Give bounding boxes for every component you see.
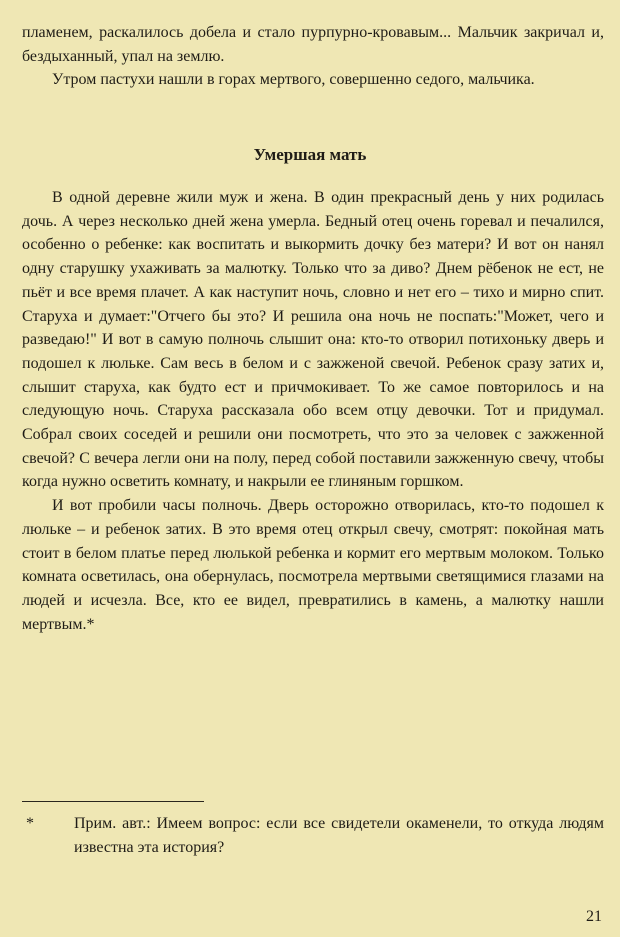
- paragraph: пламенем, раскалилось добела и стало пурпурно-кровавым... Мальчик закричал и, бездыханный, упал на землю.: [22, 24, 604, 65]
- footnote-text: Прим. авт.: Имеем вопрос: если все свидетели окаменели, то откуда людям известна эта история?: [74, 815, 604, 856]
- paragraph: И вот пробили часы полночь. Дверь осторожно отворилась, кто-то подошел к люльке – и ребенок затих. В это время отец открыл свечу, смотрят: покойная мать стоит в белом платье перед люлькой ребенка и кормит его мертвым молоком. Только комната осветилась, она обернулась, посмотрела мертвыми светящимися глазами на людей и исчезла. Все, кто ее видел, превратились в камень, а малютку нашли мертвым.*: [22, 497, 604, 633]
- footnote-mark: *: [26, 815, 34, 832]
- story-body: [22, 186, 604, 636]
- paragraph: В одной деревне жили муж и жена. В один прекрасный день у них родилась дочь. А через несколько дней жена умерла. Бедный отец очень горевал и печалился, особенно о ребенке: как воспитать и выкормить дочку без матери? И вот он нанял одну старушку ухаживать за малютку. Только что за диво? Днем рёбенок не ест, не пьёт и все время плачет. А как наступит ночь, словно и нет его – тихо и мирно спит. Старуха и думает:"Отчего бы это? И решила она ночь не поспать:"Может, чего и разведаю!" И вот в самую полночь слышит она: кто-то отворил потихоньку дверь и подошел к люльке. Сам весь в белом и с зажженой свечой. Ребенок сразу затих и, слышит старуха, как будто ест и причмокивает. То же самое повторилось и на следующую ночь. Старуха рассказала обо всем отцу девочки. Тот и придумал. Собрал своих соседей и решили они посмотреть, что это за человек с зажженной свечой? С вечера легли они на полу, перед собой поставили зажженную свечу, чтобы когда нужно осветить комнату, и накрыли ее глиняным горшком.: [22, 189, 604, 491]
- footnote-divider: [22, 801, 204, 802]
- previous-story-ending: [22, 21, 604, 92]
- story-title: Умершая мать: [253, 145, 367, 164]
- paragraph: Утром пастухи нашли в горах мертвого, совершенно седого, мальчика.: [52, 71, 535, 89]
- page-number: 21: [586, 908, 602, 925]
- footnote: [22, 812, 604, 859]
